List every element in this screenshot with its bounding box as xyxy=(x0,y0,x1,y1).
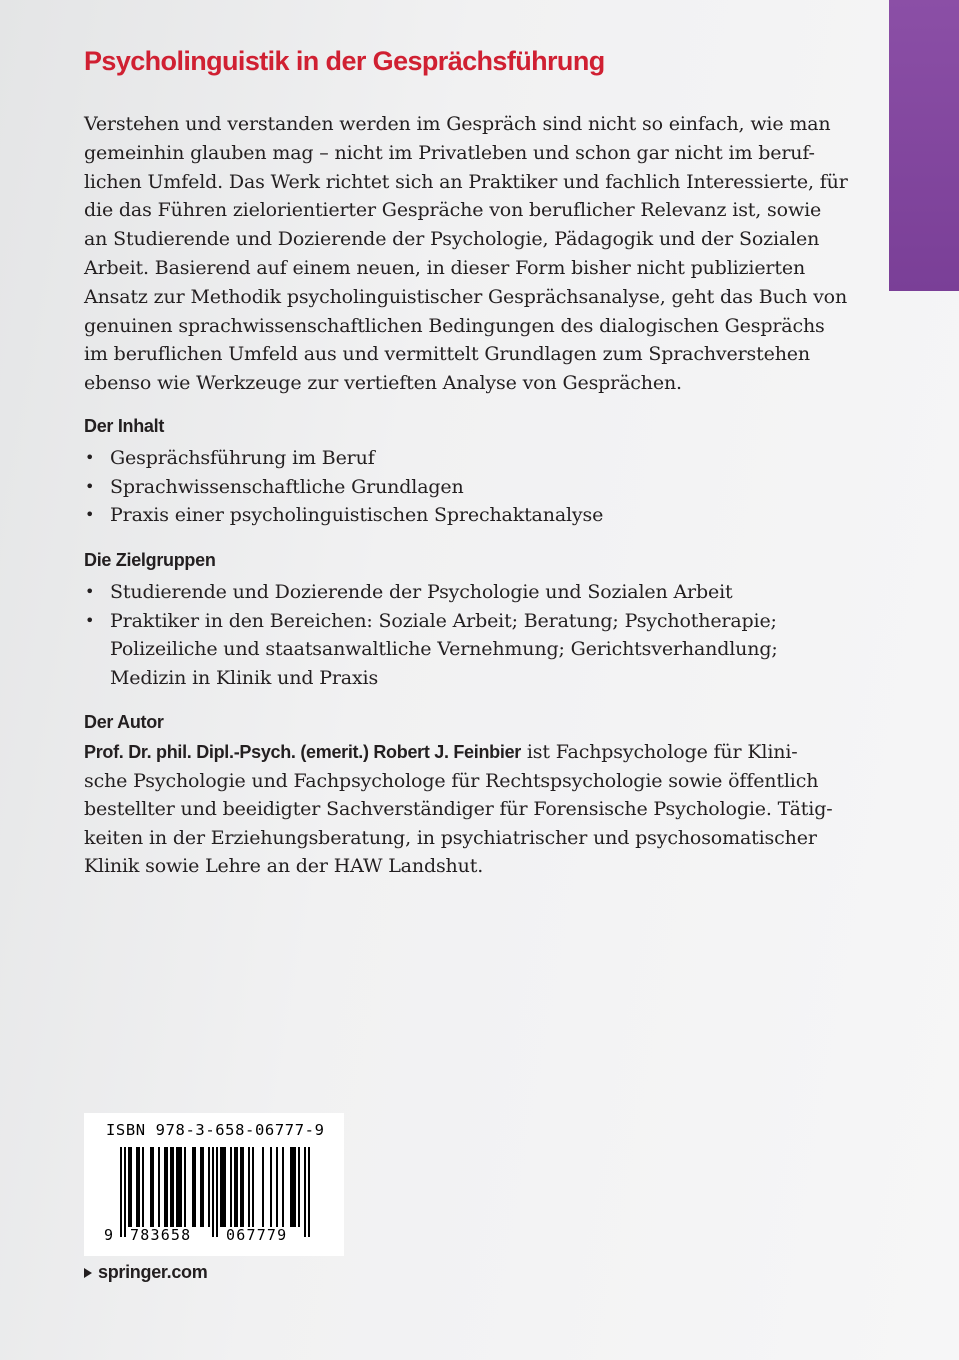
intro-line: lichen Umfeld. Das Werk richtet sich an Praktiker und fachlich Interessierte, für xyxy=(84,170,848,193)
intro-line: Verstehen und verstanden werden im Gespräch sind nicht so einfach, wie man xyxy=(84,113,831,135)
list-item: • Sprachwissenschaftliche Grundlagen xyxy=(84,473,603,502)
list-item xyxy=(84,607,778,693)
author-line: Klinik sowie Lehre an der HAW Landshut. xyxy=(84,855,484,878)
zielgruppen-list xyxy=(84,578,778,692)
barcode-first-digit: 9 xyxy=(104,1226,115,1244)
heading-zielgruppen: Die Zielgruppen xyxy=(84,550,216,570)
intro-line: Arbeit. Basierend auf einem neuen, in dieser Form bisher nicht publizierten xyxy=(84,256,806,279)
intro-line: gemeinhin glauben mag – nicht im Privatleben und schon gar nicht im beruf- xyxy=(84,141,815,164)
barcode-bars xyxy=(120,1147,310,1237)
list-item: • Studierende und Dozierende der Psychologie und Sozialen Arbeit xyxy=(84,578,778,607)
heading-inhalt: Der Inhalt xyxy=(84,416,165,436)
barcode-left-digits: 783658 xyxy=(130,1226,192,1244)
intro-line: im beruflichen Umfeld aus und vermittelt Grundlagen zum Sprachverstehen xyxy=(84,343,810,366)
author-bio xyxy=(84,738,833,881)
author-name: Prof. Dr. phil. Dipl.-Psych. (emerit.) Robert J. Feinbier xyxy=(84,742,521,762)
isbn-label: ISBN 978-3-658-06777-9 xyxy=(106,1121,325,1139)
inhalt-list xyxy=(84,444,603,530)
heading-autor: Der Autor xyxy=(84,712,164,732)
isbn-barcode xyxy=(84,1113,344,1256)
list-item-line: Polizeiliche und staatsanwaltliche Vernehmung; Gerichtsverhandlung; xyxy=(110,638,778,661)
publisher-link[interactable] xyxy=(84,1262,207,1283)
author-line-rest: ist Fachpsychologe für Klini- xyxy=(520,741,798,763)
publisher-url: springer.com xyxy=(98,1262,208,1282)
book-title: Psycholinguistik in der Gesprächsführung xyxy=(84,46,605,76)
arrow-right-icon xyxy=(84,1268,92,1278)
list-item-line: Medizin in Klinik und Praxis xyxy=(110,666,379,689)
list-item: • Gesprächsführung im Beruf xyxy=(84,444,603,473)
list-item-line: • Praktiker in den Bereichen: Soziale Arbeit; Beratung; Psychotherapie; xyxy=(110,609,777,632)
intro-line: an Studierende und Dozierende der Psychologie, Pädagogik und der Sozialen xyxy=(84,228,820,251)
intro-line: Ansatz zur Methodik psycholinguistischer Gesprächsanalyse, geht das Buch von xyxy=(84,285,848,308)
intro-line: ebenso wie Werkzeuge zur vertieften Analyse von Gesprächen. xyxy=(84,372,682,395)
author-line: bestellter und beeidigter Sachverständiger für Forensische Psychologie. Tätig- xyxy=(84,798,833,821)
purple-accent-tab xyxy=(889,0,959,291)
intro-line: genuinen sprachwissenschaftlichen Bedingungen des dialogischen Gesprächs xyxy=(84,314,825,337)
barcode-right-digits: 067779 xyxy=(226,1226,288,1244)
author-line: sche Psychologie und Fachpsychologe für Rechtspsychologie sowie öffentlich xyxy=(84,769,819,792)
list-item: • Praxis einer psycholinguistischen Sprechaktanalyse xyxy=(84,501,603,530)
author-line xyxy=(84,738,802,767)
author-line: keiten in der Erziehungsberatung, in psychiatrischer und psychosomatischer xyxy=(84,826,817,849)
intro-paragraph xyxy=(84,110,848,398)
intro-line: die das Führen zielorientierter Gespräche von beruflicher Relevanz ist, sowie xyxy=(84,199,822,222)
